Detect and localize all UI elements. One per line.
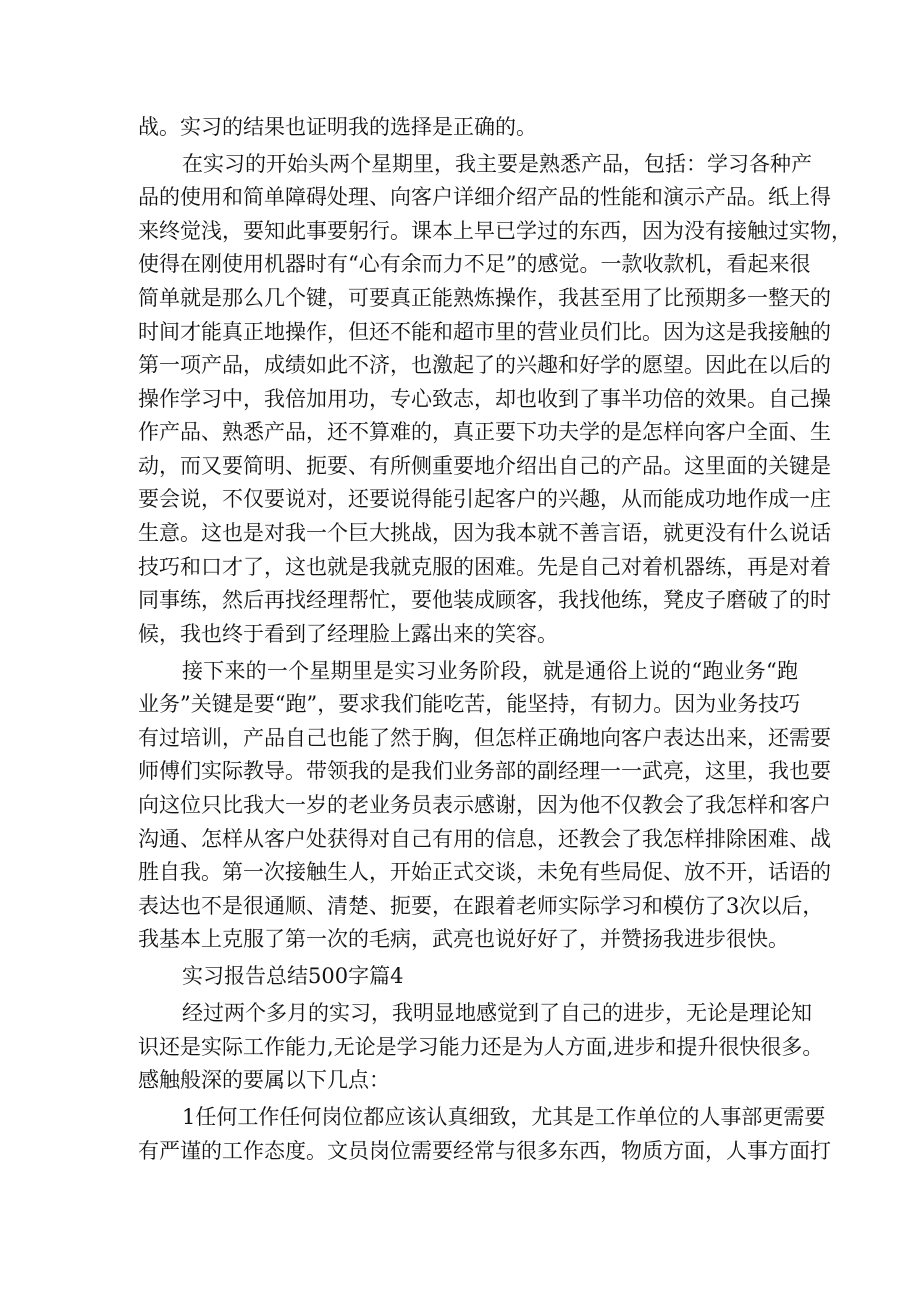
text-line: 战。实习的结果也证明我的选择是正确的。 [138,115,537,139]
text-line: 师傅们实际教导。带领我的是我们业务部的副经理一一武亮，这里，我也要 [138,759,831,783]
text-line: 1任何工作任何岗位都应该认真细致，尤其是工作单位的人事部更需要 [182,1105,826,1129]
text-line: 同事练，然后再找经理帮忙，要他装成顾客，我找他练，凳皮子磨破了的时 [138,588,831,612]
text-line: 感触般深的要属以下几点： [138,1068,390,1092]
text-line: 要会说，不仅要说对，还要说得能引起客户的兴趣，从而能成功地作成一庄 [138,487,831,511]
text-line: 在实习的开始头两个星期里，我主要是熟悉产品，包括：学习各种产 [182,152,812,176]
text-line: 生意。这也是对我一个巨大挑战，因为我本就不善言语，就更没有什么说话 [138,521,831,545]
text-line: 作产品、熟悉产品，还不算难的，真正要下功夫学的是怎样向客户全面、生 [138,420,831,444]
text-line: 接下来的一个星期里是实习业务阶段，就是通俗上说的“跑业务“跑 [182,659,798,683]
text-line: 使得在刚使用机器时有“心有余而力不足”的感觉。一款收款机，看起来很 [138,252,811,276]
text-line: 动，而又要简明、扼要、有所侧重要地介绍出自己的产品。这里面的关键是 [138,454,831,478]
text-line: 时间才能真正地操作，但还不能和超市里的营业员们比。因为这是我接触的 [138,320,831,344]
text-line: 我基本上克服了第一次的毛病，武亮也说好好了，并赞扬我进步很快。 [138,927,789,951]
text-line: 有过培训，产品自己也能了然于胸，但怎样正确地向客户表达出来，还需要 [138,726,831,750]
text-line: 业务”关键是要“跑”，要求我们能吃苦，能坚持，有韧力。因为业务技巧 [138,692,801,716]
text-line: 候，我也终于看到了经理脸上露出来的笑容。 [138,622,558,646]
text-line: 来终觉浅，要知此事要躬行。课本上早已学过的东西，因为没有接触过实物， [138,219,852,243]
text-line: 识还是实际工作能力,无论是学习能力还是为人方面,进步和提升很快很多。 [138,1035,824,1059]
text-line: 胜自我。第一次接触生人，开始正式交谈，未免有些局促、放不开，话语的 [138,860,831,884]
text-line: 简单就是那么几个键，可要真正能熟炼操作，我甚至用了比预期多一整天的 [138,286,831,310]
text-line: 表达也不是很通顺、清楚、扼要，在跟着老师实际学习和模仿了3次以后， [138,894,824,918]
text-line: 品的使用和简单障碍处理、向客户详细介绍产品的性能和演示产品。纸上得 [138,185,831,209]
text-line: 操作学习中，我倍加用功，专心致志，却也收到了事半功倍的效果。自己操 [138,387,831,411]
text-line: 技巧和口才了，这也就是我就克服的困难。先是自己对着机器练，再是对着 [138,555,831,579]
text-line: 第一项产品，成绩如此不济，也激起了的兴趣和好学的愿望。因此在以后的 [138,353,831,377]
text-line: 沟通、怎样从客户处获得对自己有用的信息，还教会了我怎样排除困难、战 [138,827,831,851]
text-line: 向这位只比我大一岁的老业务员表示感谢，因为他不仅教会了我怎样和客户 [138,793,831,817]
text-line: 经过两个多月的实习，我明显地感觉到了自己的进步，无论是理论知 [182,1001,812,1025]
text-line: 有严谨的工作态度。文员岗位需要经常与很多东西，物质方面，人事方面打 [138,1139,831,1163]
section-heading: 实习报告总结500字篇4 [182,964,404,988]
